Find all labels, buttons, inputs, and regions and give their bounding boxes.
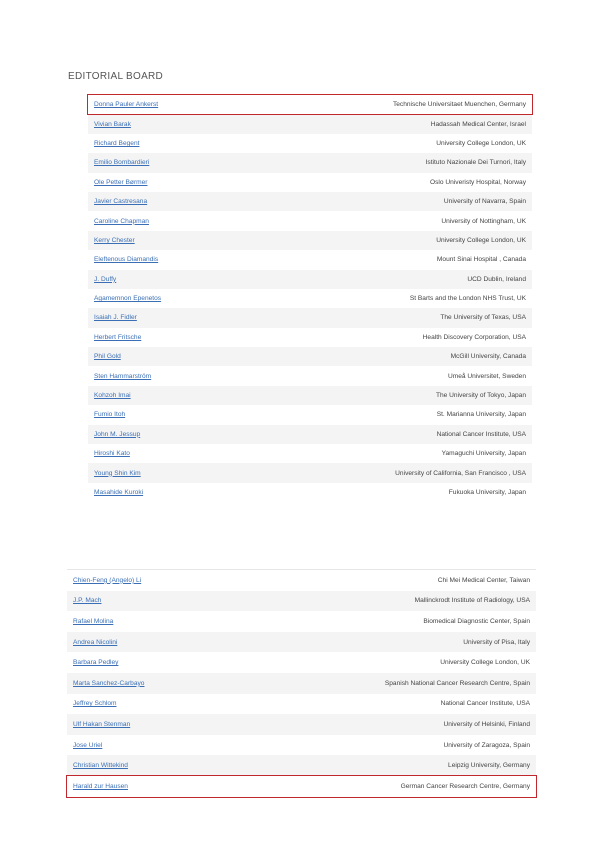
member-name-link[interactable]: Jeffrey Schlom — [73, 700, 117, 708]
table-row — [88, 425, 532, 444]
table-row — [88, 347, 532, 366]
table-row — [88, 95, 532, 114]
member-affiliation: UCD Dublin, Ireland — [467, 275, 526, 283]
member-name-link[interactable]: Hiroshi Kato — [94, 450, 130, 458]
member-affiliation: National Cancer Institute, USA — [436, 430, 526, 438]
member-name-link[interactable]: Eleftenous Diamandis — [94, 256, 159, 264]
member-name-link[interactable]: Vivian Barak — [94, 120, 131, 128]
member-name-link[interactable]: Emilio Bombardieri — [94, 159, 150, 167]
table-row — [88, 386, 532, 405]
member-affiliation: Fukuoka University, Japan — [448, 489, 526, 496]
editorial-board-list-bottom — [67, 569, 536, 797]
table-row — [88, 114, 532, 133]
member-name-link[interactable]: Harald zur Hausen — [73, 782, 128, 790]
table-row — [88, 308, 532, 327]
member-name-link[interactable]: Rafael Molina — [73, 617, 114, 625]
table-row — [88, 366, 532, 385]
member-name-link[interactable]: Jose Uriel — [73, 741, 103, 749]
table-row — [88, 463, 532, 482]
member-affiliation: University of California, San Francisco , USA — [395, 469, 526, 477]
member-affiliation: Istituto Nazionale Dei Turnori, Italy — [425, 159, 526, 167]
member-affiliation: University of Zaragoza, Spain — [443, 741, 530, 749]
member-affiliation: St Barts and the London NHS Trust, UK — [409, 295, 526, 303]
member-affiliation: Hadassah Medical Center, Israel — [430, 120, 526, 128]
table-row — [67, 591, 536, 612]
member-affiliation: University of Pisa, Italy — [463, 638, 530, 646]
table-row — [88, 328, 532, 347]
member-affiliation: Biomedical Diagnostic Center, Spain — [423, 617, 530, 625]
member-name-link[interactable]: Herbert Fritsche — [94, 333, 142, 341]
table-row — [67, 652, 536, 673]
table-row — [67, 694, 536, 715]
table-row — [67, 735, 536, 756]
member-name-link[interactable]: J.P. Mach — [73, 597, 102, 605]
member-affiliation: University of Navarra, Spain — [443, 198, 526, 206]
member-affiliation: Mount Sinai Hospital , Canada — [436, 256, 526, 264]
table-row — [67, 570, 536, 591]
member-name-link[interactable]: Chien-Feng (Angelo) Li — [73, 576, 142, 584]
member-affiliation: Yamaguchi University, Japan — [441, 450, 526, 458]
member-affiliation: University College London, UK — [436, 236, 526, 244]
member-affiliation: St. Marianna University, Japan — [436, 411, 526, 419]
table-row — [88, 270, 532, 289]
table-row — [88, 192, 532, 211]
table-row — [88, 211, 532, 230]
table-row — [88, 231, 532, 250]
member-affiliation: University College London, UK — [440, 659, 530, 667]
editorial-board-list-top — [88, 95, 532, 502]
table-row — [67, 632, 536, 653]
member-name-link[interactable]: Marta Sanchez-Carbayo — [73, 679, 145, 687]
member-name-link[interactable]: Javier Castresana — [94, 198, 148, 206]
member-affiliation: Technische Universitaet Muenchen, Germany — [392, 101, 526, 109]
member-name-link[interactable]: Phil Gold — [94, 353, 121, 361]
table-row — [88, 289, 532, 308]
member-name-link[interactable]: Donna Pauler Ankerst — [94, 101, 159, 109]
member-affiliation: Health Discovery Corporation, USA — [422, 333, 526, 341]
member-affiliation: German Cancer Research Centre, Germany — [400, 782, 530, 790]
member-name-link[interactable]: Richard Begent — [94, 139, 140, 147]
member-name-link[interactable]: Barbara Pedley — [73, 659, 119, 667]
member-name-link[interactable]: Kerry Chester — [94, 236, 135, 244]
member-affiliation: Mallinckrodt Institute of Radiology, USA — [414, 597, 530, 605]
member-name-link[interactable]: Andrea Nicolini — [73, 638, 118, 646]
member-affiliation: Chi Mei Medical Center, Taiwan — [437, 576, 530, 584]
member-affiliation: University of Nottingham, UK — [441, 217, 526, 225]
member-name-link[interactable]: Kohzoh Imai — [94, 392, 131, 400]
member-name-link[interactable]: Isaiah J. Fidler — [94, 314, 137, 322]
page-title: EDITORIAL BOARD — [68, 71, 164, 82]
member-name-link[interactable]: Sten Hammarström — [94, 372, 152, 380]
member-name-link[interactable]: Ulf Hakan Stenman — [73, 720, 131, 728]
member-name-link[interactable]: Agamemnon Epenetos — [94, 295, 162, 303]
table-row — [88, 483, 532, 502]
table-row — [67, 714, 536, 735]
member-affiliation: The University of Tokyo, Japan — [435, 392, 526, 400]
table-row — [88, 153, 532, 172]
member-name-link[interactable]: Ole Petter Børmer — [94, 178, 148, 186]
table-row — [88, 444, 532, 463]
table-row — [88, 173, 532, 192]
member-name-link[interactable]: J. Duffy — [94, 275, 117, 283]
member-affiliation: Oslo Univeristy Hospital, Norway — [429, 178, 526, 186]
table-row — [88, 405, 532, 424]
member-affiliation: University College London, UK — [436, 139, 526, 147]
table-row — [67, 611, 536, 632]
member-affiliation: Leipzig University, Germany — [448, 762, 530, 770]
member-affiliation: National Cancer Institute, USA — [440, 700, 530, 708]
member-name-link[interactable]: Fumio Itoh — [94, 411, 126, 419]
member-affiliation: Spanish National Cancer Research Centre, Spain — [384, 679, 530, 687]
member-name-link[interactable]: Young Shin Kim — [94, 469, 141, 477]
table-row — [88, 250, 532, 269]
table-row — [67, 755, 536, 776]
member-name-link[interactable]: John M. Jessup — [94, 430, 141, 438]
member-affiliation: The University of Texas, USA — [440, 314, 526, 322]
member-affiliation: McGill University, Canada — [450, 353, 526, 361]
member-name-link[interactable]: Masahide Kuroki — [94, 489, 144, 496]
member-affiliation: University of Helsinki, Finland — [443, 720, 530, 728]
table-row — [67, 776, 536, 797]
member-name-link[interactable]: Christian Wittekind — [73, 762, 128, 770]
member-affiliation: Umeå Universitet, Sweden — [447, 372, 526, 380]
table-row — [67, 673, 536, 694]
table-row — [88, 134, 532, 153]
member-name-link[interactable]: Caroline Chapman — [94, 217, 149, 225]
